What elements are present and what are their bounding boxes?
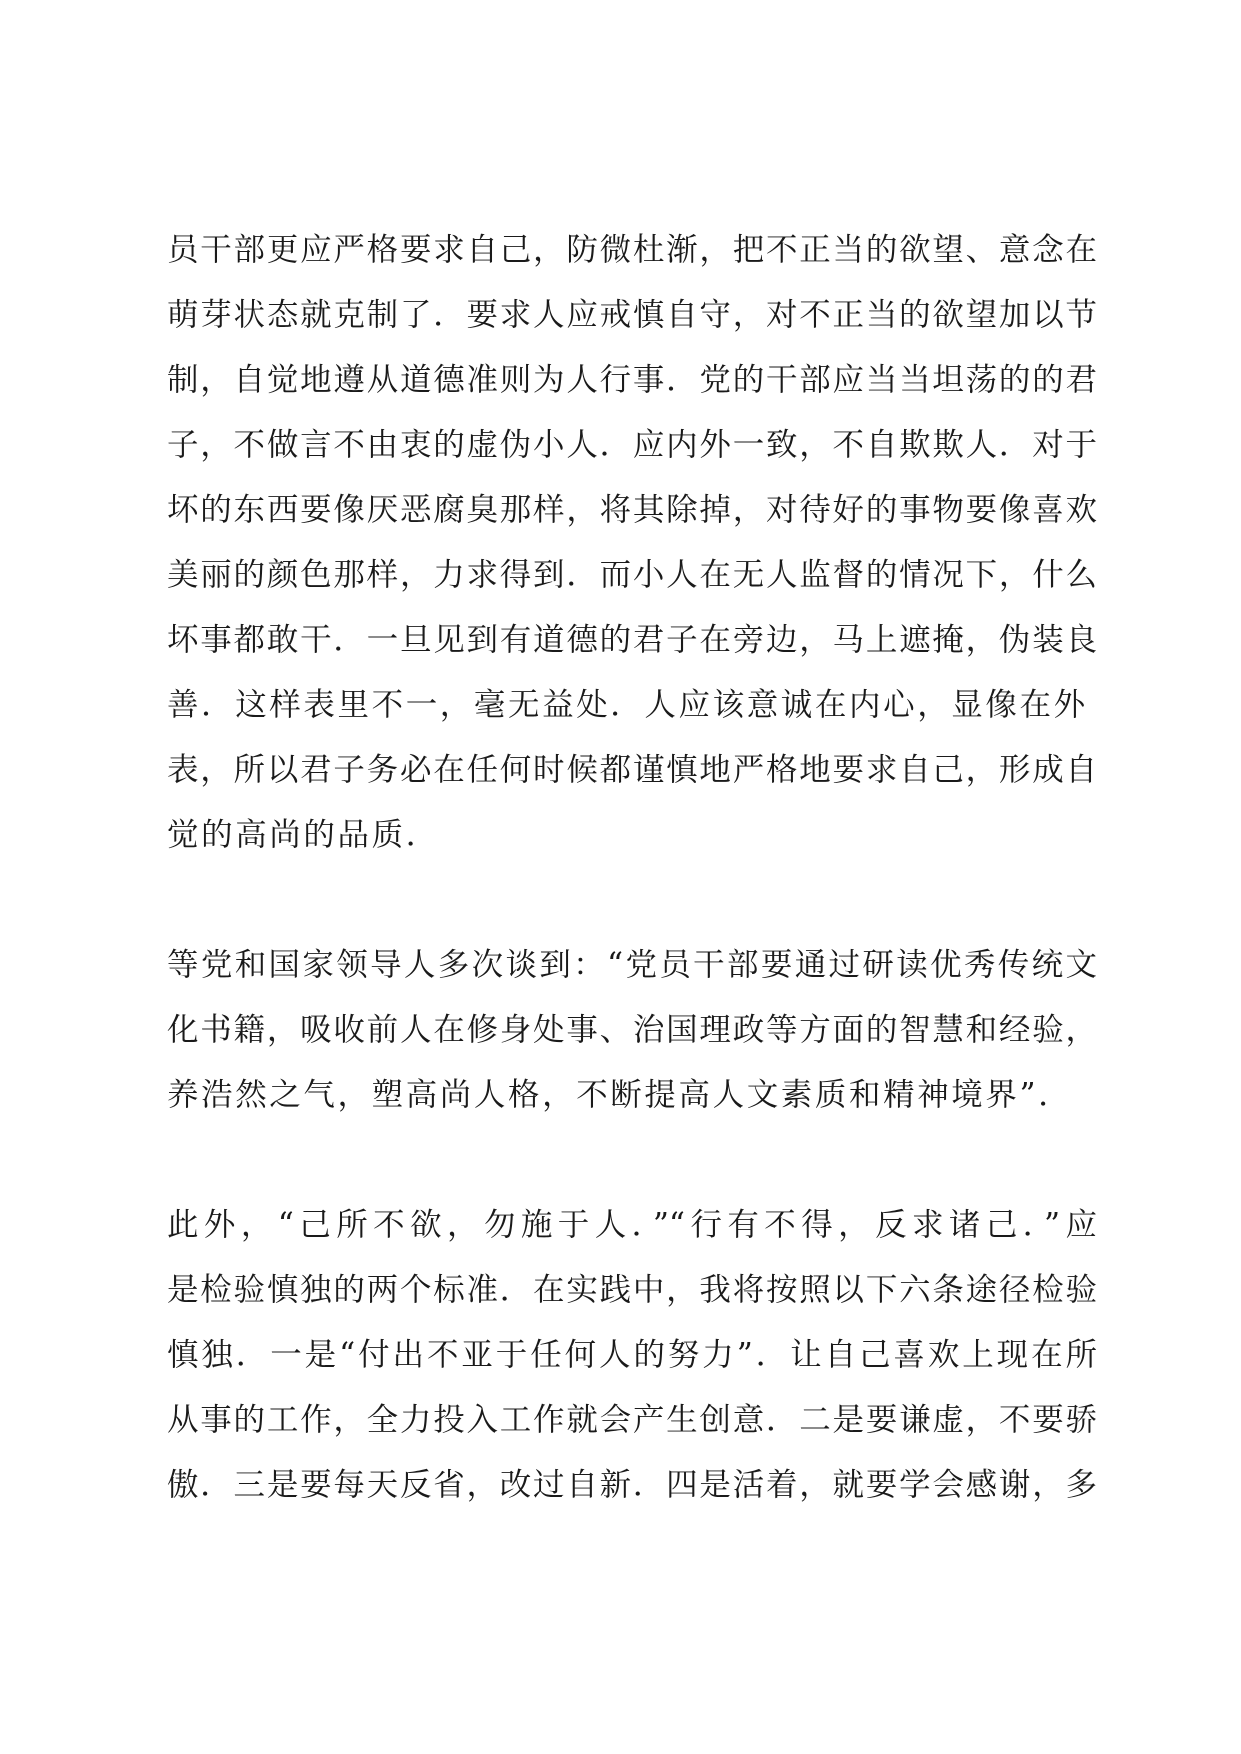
- paragraph-standards: [167, 1193, 1097, 1518]
- text-line: 化书籍，吸收前人在修身处事、治国理政等方面的智慧和经验，: [167, 1012, 1097, 1048]
- text-line: 等党和国家领导人多次谈到：“党员干部要通过研读优秀传统文: [167, 947, 1097, 983]
- paragraph-gap: [167, 1128, 1097, 1193]
- text-line: 表，所以君子务必在任何时候都谨慎地严格地要求自己，形成自: [167, 752, 1097, 788]
- text-line: 制，自觉地遵从道德准则为人行事．党的干部应当当坦荡的的君: [167, 362, 1097, 398]
- text-line: 萌芽状态就克制了．要求人应戒慎自守，对不正当的欲望加以节: [167, 297, 1097, 333]
- text-line: 员干部更应严格要求自己，防微杜渐，把不正当的欲望、意念在: [167, 232, 1097, 268]
- document-body: [167, 218, 1097, 1518]
- text-line: 傲．三是要每天反省，改过自新．四是活着，就要学会感谢，多: [167, 1467, 1097, 1503]
- paragraph-gap: [167, 868, 1097, 933]
- text-line: 美丽的颜色那样，力求得到．而小人在无人监督的情况下，什么: [167, 557, 1097, 593]
- text-line: 养浩然之气，塑高尚人格，不断提高人文素质和精神境界”．: [167, 1077, 1073, 1113]
- text-line: 是检验慎独的两个标准．在实践中，我将按照以下六条途径检验: [167, 1272, 1097, 1308]
- text-line: 此外，“己所不欲，勿施于人．”“行有不得，反求诸己．”应: [167, 1207, 1097, 1243]
- text-line: 慎独．一是“付出不亚于任何人的努力”．让自己喜欢上现在所: [167, 1337, 1097, 1373]
- text-line: 坏的东西要像厌恶腐臭那样，将其除掉，对待好的事物要像喜欢: [167, 492, 1097, 528]
- text-line: 子，不做言不由衷的虚伪小人．应内外一致，不自欺欺人．对于: [167, 427, 1097, 463]
- text-line: 坏事都敢干．一旦见到有道德的君子在旁边，马上遮掩，伪装良: [167, 622, 1097, 658]
- paragraph-self-discipline: [167, 218, 1097, 868]
- text-line: 善．这样表里不一，毫无益处．人应该意诚在内心，显像在外: [167, 687, 1088, 723]
- paragraph-leaders-quote: [167, 933, 1097, 1128]
- text-line: 从事的工作，全力投入工作就会产生创意．二是要谦虚，不要骄: [167, 1402, 1097, 1438]
- text-line: 觉的高尚的品质．: [167, 817, 440, 853]
